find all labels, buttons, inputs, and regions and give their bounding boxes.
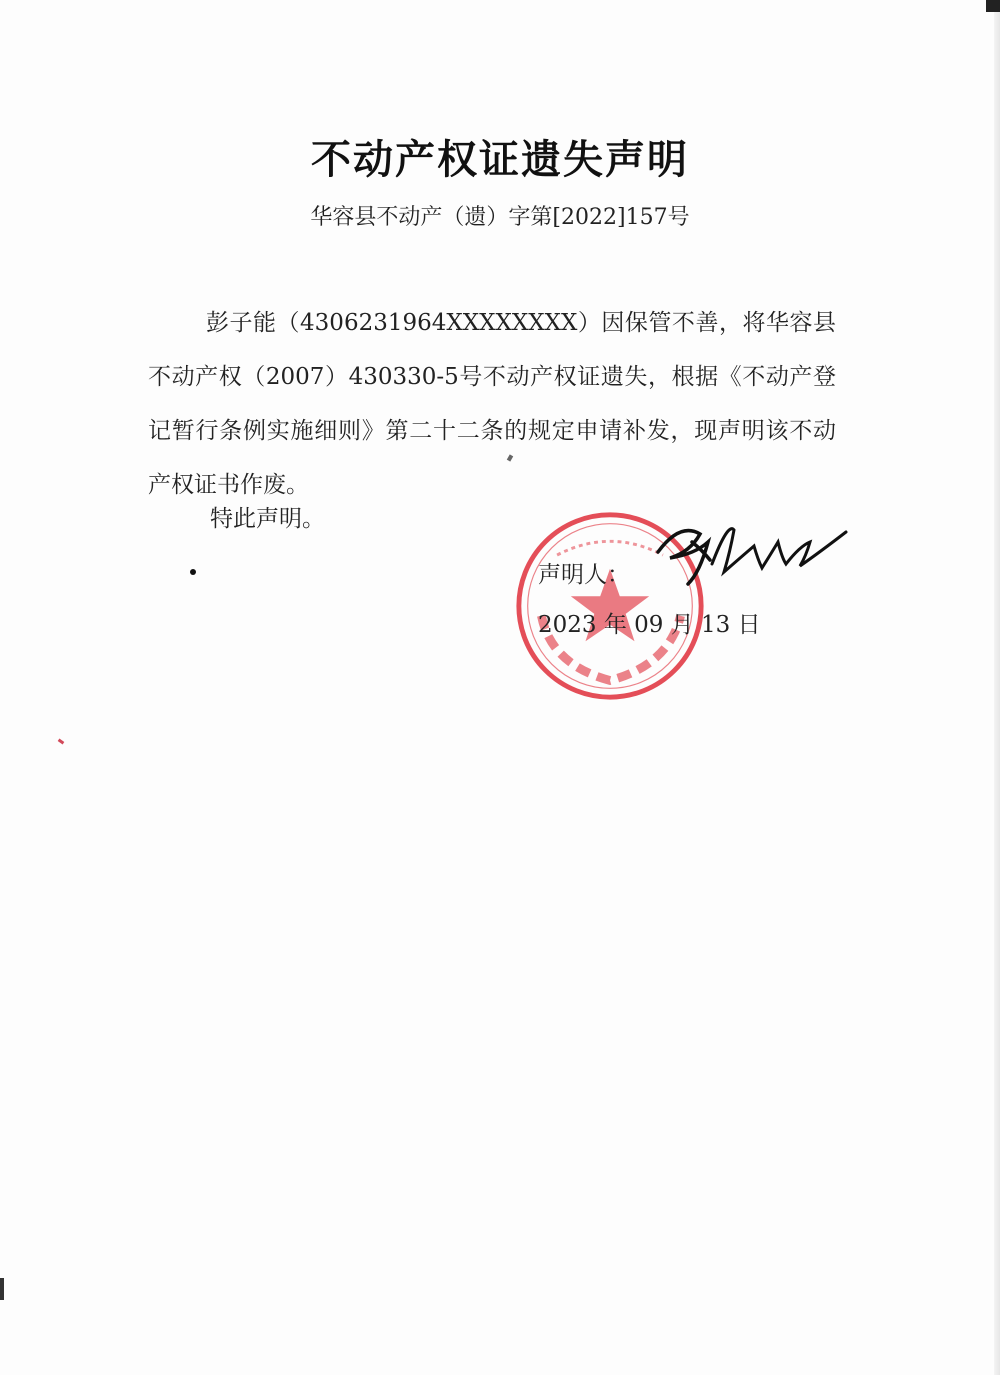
declaration-date: 2023 年 09 月 13 日 xyxy=(538,612,761,638)
document-number: 华容县不动产（遗）字第[2022]157号 xyxy=(310,205,690,230)
handwritten-signature-icon xyxy=(650,512,850,592)
scan-left-mark xyxy=(0,1278,4,1300)
declaration-body: 彭子能（4306231964XXXXXXXX）因保管不善，将华容县不动产权（2007）430330-5号不动产权证遗失，根据《不动产登记暂行条例实施细则》第二十二条的规定申请补发，现声明该不动产权证书作废。 xyxy=(148,310,836,498)
document-title: 不动产权证遗失声明 xyxy=(311,137,689,183)
ink-dot xyxy=(190,569,196,575)
closing-statement: 特此声明。 xyxy=(210,506,325,532)
scan-corner-mark xyxy=(986,0,1000,12)
scan-speck-red xyxy=(58,739,65,745)
declarant-label: 声明人： xyxy=(538,562,630,588)
